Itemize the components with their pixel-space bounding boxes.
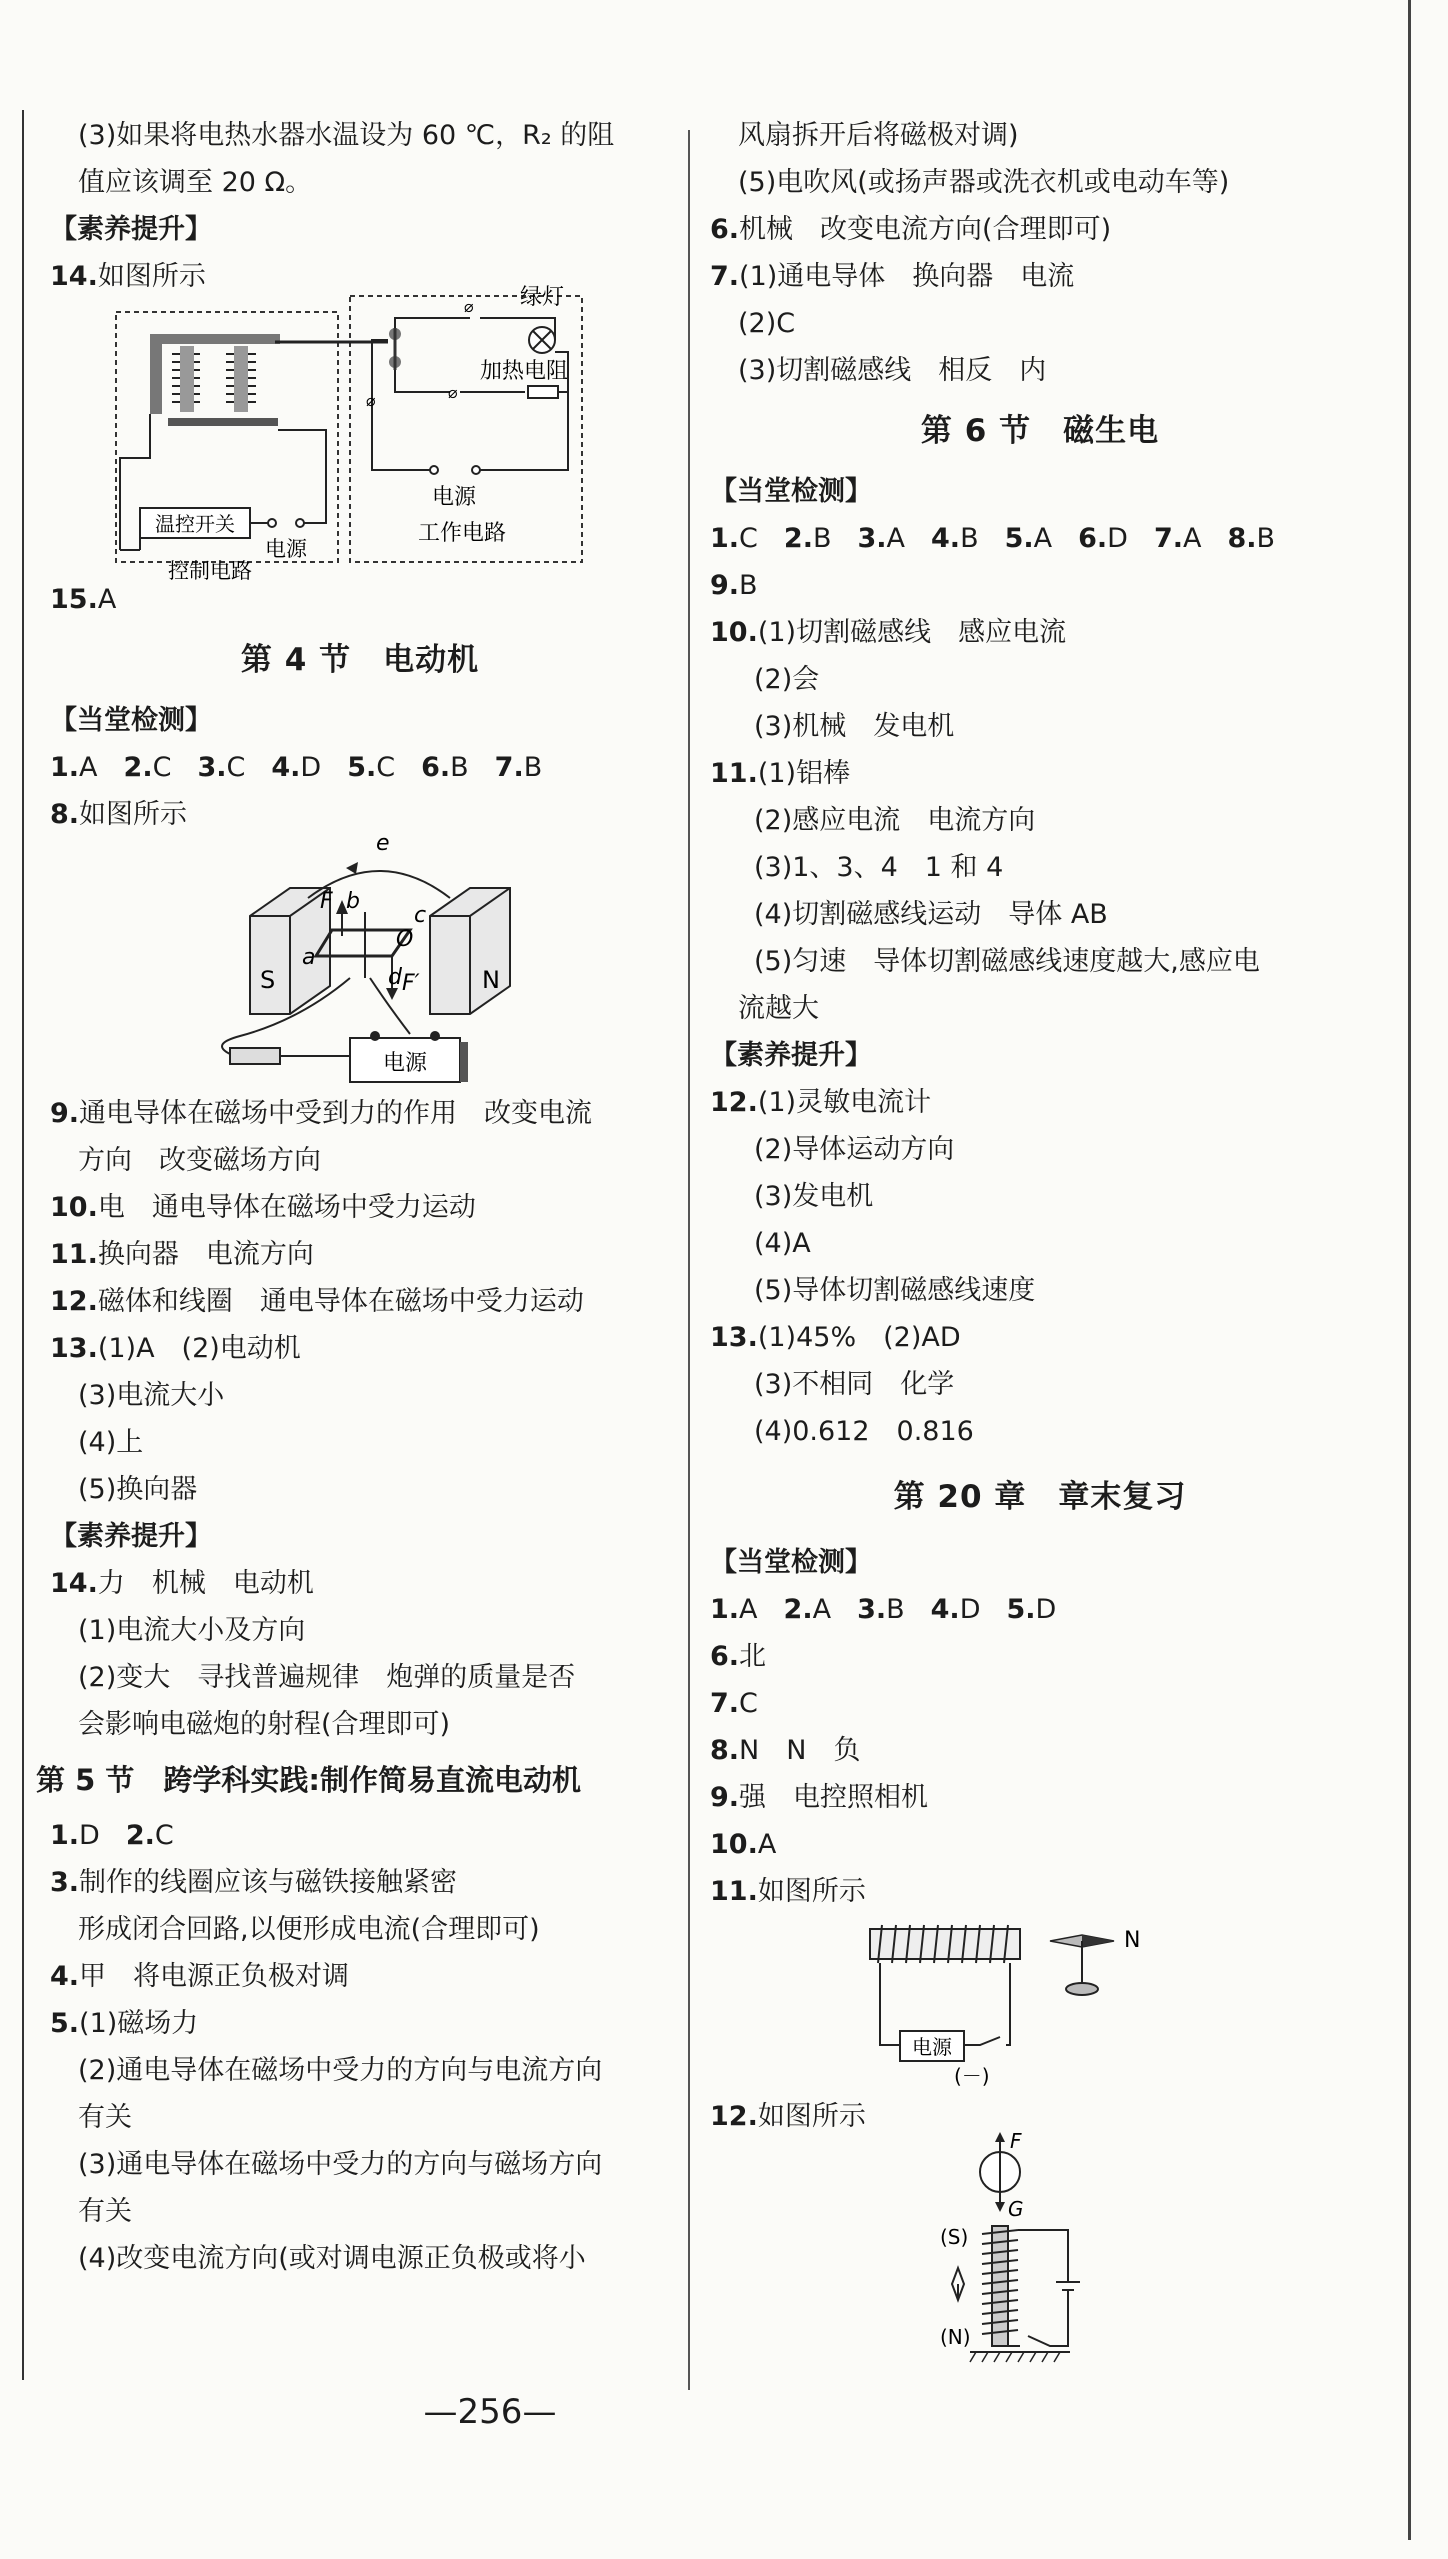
answer-line: (5)电吹风(或扬声器或洗衣机或电动车等) — [738, 167, 1230, 198]
work-circuit-label: 工作电路 — [417, 521, 507, 546]
question-number: 2. — [783, 523, 813, 554]
label-c: c — [414, 903, 427, 928]
answer-line: 风扇拆开后将磁极对调) — [738, 120, 1019, 151]
answer-line: 11.如图所示 — [710, 1876, 866, 1907]
choice-answer — [857, 1594, 905, 1625]
answer-line: 6.北 — [710, 1641, 767, 1672]
choice-answer — [710, 523, 758, 554]
answer-line: 11.换向器 电流方向 — [50, 1239, 314, 1270]
choice-answer — [124, 752, 172, 783]
label-o: O — [396, 927, 414, 952]
svg-text:⌀: ⌀ — [366, 391, 376, 410]
compass-n-label: N — [1124, 1928, 1141, 1953]
answer-line: 13.(1)A (2)电动机 — [50, 1333, 301, 1364]
label-e: e — [376, 831, 390, 856]
left-column — [36, 112, 670, 2282]
answer-line: 有关 — [78, 2102, 132, 2133]
force-f-label: F — [320, 889, 333, 914]
answer-value: B — [523, 752, 543, 783]
magnet-n-label: N — [482, 966, 500, 994]
answer-line: 6.机械 改变电流方向(合理即可) — [710, 214, 1112, 245]
answer-value: C — [739, 523, 758, 554]
answer-value: B — [1256, 523, 1276, 554]
answer-line: 10.电 通电导体在磁场中受力运动 — [50, 1192, 476, 1223]
left-margin-line — [22, 110, 24, 2380]
question-number: 3. — [857, 523, 887, 554]
answer-value: B — [812, 523, 832, 554]
section-tag: 【当堂检测】 — [710, 476, 872, 507]
answer-value: D — [300, 752, 322, 783]
answer-line: 13.(1)45% (2)AD — [710, 1322, 961, 1353]
force-f-prime-label: F′ — [402, 971, 420, 996]
choice-answer — [1228, 523, 1276, 554]
choice-answer — [931, 1594, 981, 1625]
answer-row — [50, 1812, 670, 1859]
answer-line: 7.(1)通电导体 换向器 电流 — [710, 261, 1075, 292]
answer-line: (3)不相同 化学 — [754, 1369, 955, 1400]
answer-line: (2)C — [738, 308, 796, 339]
question-number: 7. — [494, 752, 524, 783]
solenoid-compass-figure — [710, 1915, 1370, 2093]
choice-answer — [50, 752, 98, 783]
answer-line: 有关 — [78, 2196, 132, 2227]
question-number: 1. — [710, 523, 740, 554]
answer-line: (5)匀速 导体切割磁感线速度越大,感应电 — [754, 946, 1260, 977]
answer-line: 8.N N 负 — [710, 1735, 861, 1766]
magnet-s-label: S — [260, 966, 276, 994]
question-number: 7. — [1153, 523, 1184, 554]
motor-power-label: 电源 — [382, 1051, 428, 1076]
answer-line: (4)0.612 0.816 — [754, 1416, 974, 1447]
answer-line: 4.甲 将电源正负极对调 — [50, 1961, 350, 1992]
heating-resistor-label: 加热电阻 — [480, 359, 569, 384]
answer-line: (4)改变电流方向(或对调电源正负极或将小 — [78, 2243, 586, 2274]
answer-line: 14.如图所示 — [50, 261, 206, 292]
section-tag: 【当堂检测】 — [710, 1547, 872, 1578]
answer-line: (3)切割磁感线 相反 内 — [738, 355, 1047, 386]
question-number: 1. — [50, 752, 80, 783]
relay-circuit-diagram — [50, 285, 610, 583]
question-number: 1. — [50, 1820, 80, 1851]
choice-answer — [347, 752, 395, 783]
question-number: 2. — [123, 752, 153, 783]
answer-line: 9.通电导体在磁场中受到力的作用 改变电流 — [50, 1098, 593, 1129]
answer-line: (5)导体切割磁感线速度 — [754, 1275, 1036, 1306]
answer-line: 流越大 — [738, 993, 819, 1024]
control-power-label: 电源 — [265, 537, 307, 561]
choice-answer — [710, 1594, 758, 1625]
choice-answer — [931, 523, 979, 554]
choice-answer — [421, 752, 469, 783]
question-number: 2. — [125, 1820, 155, 1851]
relay-circuit-figure — [50, 285, 670, 583]
answer-value: A — [79, 752, 98, 783]
solenoid-power-label: 电源 — [912, 2035, 952, 2059]
motor-figure — [50, 831, 670, 1090]
section-tag: 【素养提升】 — [710, 1040, 872, 1071]
answer-line: 9.B — [710, 570, 758, 601]
choice-answer — [197, 752, 245, 783]
label-d: d — [388, 965, 402, 990]
answer-line: (3)电流大小 — [78, 1380, 225, 1411]
question-number: 8. — [1227, 523, 1257, 554]
answer-line: (3)如果将电热水器水温设为 60 ℃，R₂ 的阻 — [78, 120, 615, 151]
column-separator — [688, 130, 690, 2390]
answer-line: 形成闭合回路,以便形成电流(合理即可) — [78, 1914, 540, 1945]
answer-line: 10.A — [710, 1829, 777, 1860]
answer-line: 12.如图所示 — [710, 2101, 866, 2132]
section-title-20: 第 20 章 章末复习 — [893, 1479, 1187, 1515]
answer-value: C — [152, 752, 172, 783]
question-number: 3. — [197, 752, 227, 783]
section-title-6: 第 6 节 磁生电 — [920, 413, 1160, 449]
choice-answer — [857, 523, 905, 554]
answer-line: (3)机械 发电机 — [754, 711, 955, 742]
choice-answer — [271, 752, 321, 783]
answer-row — [710, 515, 1370, 562]
choice-answer — [784, 1594, 832, 1625]
section-title-5: 第 5 节 跨学科实践:制作简易直流电动机 — [36, 1763, 581, 1797]
answer-line: (3)发电机 — [754, 1181, 874, 1212]
answer-line: (2)会 — [754, 664, 820, 695]
force-f-label: F — [1010, 2129, 1022, 2153]
answer-value: D — [1107, 523, 1128, 554]
answer-line: (2)变大 寻找普遍规律 炮弹的质量是否 — [78, 1662, 576, 1693]
answer-value: A — [1183, 523, 1202, 554]
answer-value: D — [79, 1820, 100, 1851]
answer-row — [710, 1586, 1370, 1633]
answer-line: 12.(1)灵敏电流计 — [710, 1087, 932, 1118]
answer-line: (1)电流大小及方向 — [78, 1615, 306, 1646]
control-circuit-label: 控制电路 — [168, 559, 252, 583]
answer-value: D — [1035, 1594, 1057, 1625]
answer-line: 会影响电磁炮的射程(合理即可) — [78, 1709, 451, 1740]
answer-value: A — [739, 1594, 758, 1625]
choice-answer — [784, 523, 832, 554]
page-number: —256— — [423, 2392, 557, 2432]
answer-value: A — [1033, 523, 1053, 554]
answer-line: (4)上 — [78, 1427, 144, 1458]
choice-answer — [1005, 523, 1053, 554]
answer-line: 11.(1)铝棒 — [710, 758, 851, 789]
right-margin-line — [1408, 0, 1411, 2540]
answer-value: B — [886, 1594, 905, 1625]
answer-value: C — [226, 752, 246, 783]
choice-answer — [495, 752, 543, 783]
question-number: 1. — [710, 1594, 740, 1625]
question-number: 6. — [1078, 523, 1108, 554]
choice-answer — [126, 1820, 174, 1851]
answer-line: (2)通电导体在磁场中受力的方向与电流方向 — [78, 2055, 603, 2086]
answer-line: 9.强 电控照相机 — [710, 1782, 929, 1813]
green-lamp-label: 绿灯 — [520, 285, 565, 310]
answer-value: A — [812, 1594, 832, 1625]
section-tag: 【素养提升】 — [50, 214, 212, 245]
answer-line: (2)感应电流 电流方向 — [754, 805, 1036, 836]
answer-value: D — [959, 1594, 981, 1625]
answer-line: (4)A — [754, 1228, 811, 1259]
answer-value: B — [450, 752, 469, 783]
answer-line: (2)导体运动方向 — [754, 1134, 955, 1165]
section-title-4: 第 4 节 电动机 — [240, 642, 480, 678]
answer-value: A — [886, 523, 906, 554]
choice-answer — [1006, 1594, 1056, 1625]
answer-line: 15.A — [50, 584, 117, 615]
answer-line: 方向 改变磁场方向 — [78, 1145, 321, 1176]
answer-row — [50, 744, 670, 791]
section-tag: 【素养提升】 — [50, 1521, 212, 1552]
answer-line: 值应该调至 20 Ω。 — [78, 167, 313, 198]
gravity-g-label: G — [1008, 2197, 1024, 2221]
pole-s-label: (S) — [940, 2225, 969, 2249]
answer-line: 14.力 机械 电动机 — [50, 1568, 314, 1599]
question-number: 4. — [931, 523, 961, 554]
svg-text:⌀: ⌀ — [464, 297, 474, 316]
answer-line: 12.磁体和线圈 通电导体在磁场中受力运动 — [50, 1286, 584, 1317]
question-number: 5. — [1006, 1594, 1036, 1625]
answer-line: 7.C — [710, 1688, 758, 1719]
electromagnet-figure — [710, 2129, 1370, 2372]
choice-answer — [1154, 523, 1202, 554]
label-b: b — [346, 889, 360, 914]
minus-label: (－) — [954, 2064, 990, 2088]
answer-line: (3)通电导体在磁场中受力的方向与磁场方向 — [78, 2149, 603, 2180]
motor-diagram — [50, 831, 610, 1090]
pole-n-label: (N) — [940, 2325, 971, 2349]
question-number: 2. — [783, 1594, 813, 1625]
label-a: a — [302, 945, 316, 970]
right-column — [710, 112, 1370, 2372]
temp-switch-label: 温控开关 — [155, 512, 235, 536]
answer-value: C — [154, 1820, 174, 1851]
choice-answer — [50, 1820, 100, 1851]
question-number: 4. — [271, 752, 301, 783]
choice-answer — [1078, 523, 1128, 554]
question-number: 5. — [347, 752, 377, 783]
question-number: 6. — [421, 752, 451, 783]
question-number: 3. — [857, 1594, 887, 1625]
answer-line: (5)换向器 — [78, 1474, 198, 1505]
answer-line: (3)1、3、4 1 和 4 — [754, 852, 1004, 883]
section-tag: 【当堂检测】 — [50, 705, 212, 736]
answer-line: 3.制作的线圈应该与磁铁接触紧密 — [50, 1867, 458, 1898]
answer-line: (4)切割磁感线运动 导体 AB — [754, 899, 1108, 930]
question-number: 4. — [930, 1594, 960, 1625]
answer-line: 5.(1)磁场力 — [50, 2008, 199, 2039]
solenoid-compass-diagram — [710, 1915, 1330, 2093]
answer-line: 10.(1)切割磁感线 感应电流 — [710, 617, 1067, 648]
svg-text:⌀: ⌀ — [448, 383, 458, 402]
question-number: 5. — [1004, 523, 1034, 554]
electromagnet-diagram — [710, 2129, 1330, 2372]
work-power-label: 电源 — [431, 485, 477, 510]
answer-line: 8.如图所示 — [50, 799, 188, 830]
answer-value: C — [376, 752, 396, 783]
answer-value: B — [960, 523, 979, 554]
